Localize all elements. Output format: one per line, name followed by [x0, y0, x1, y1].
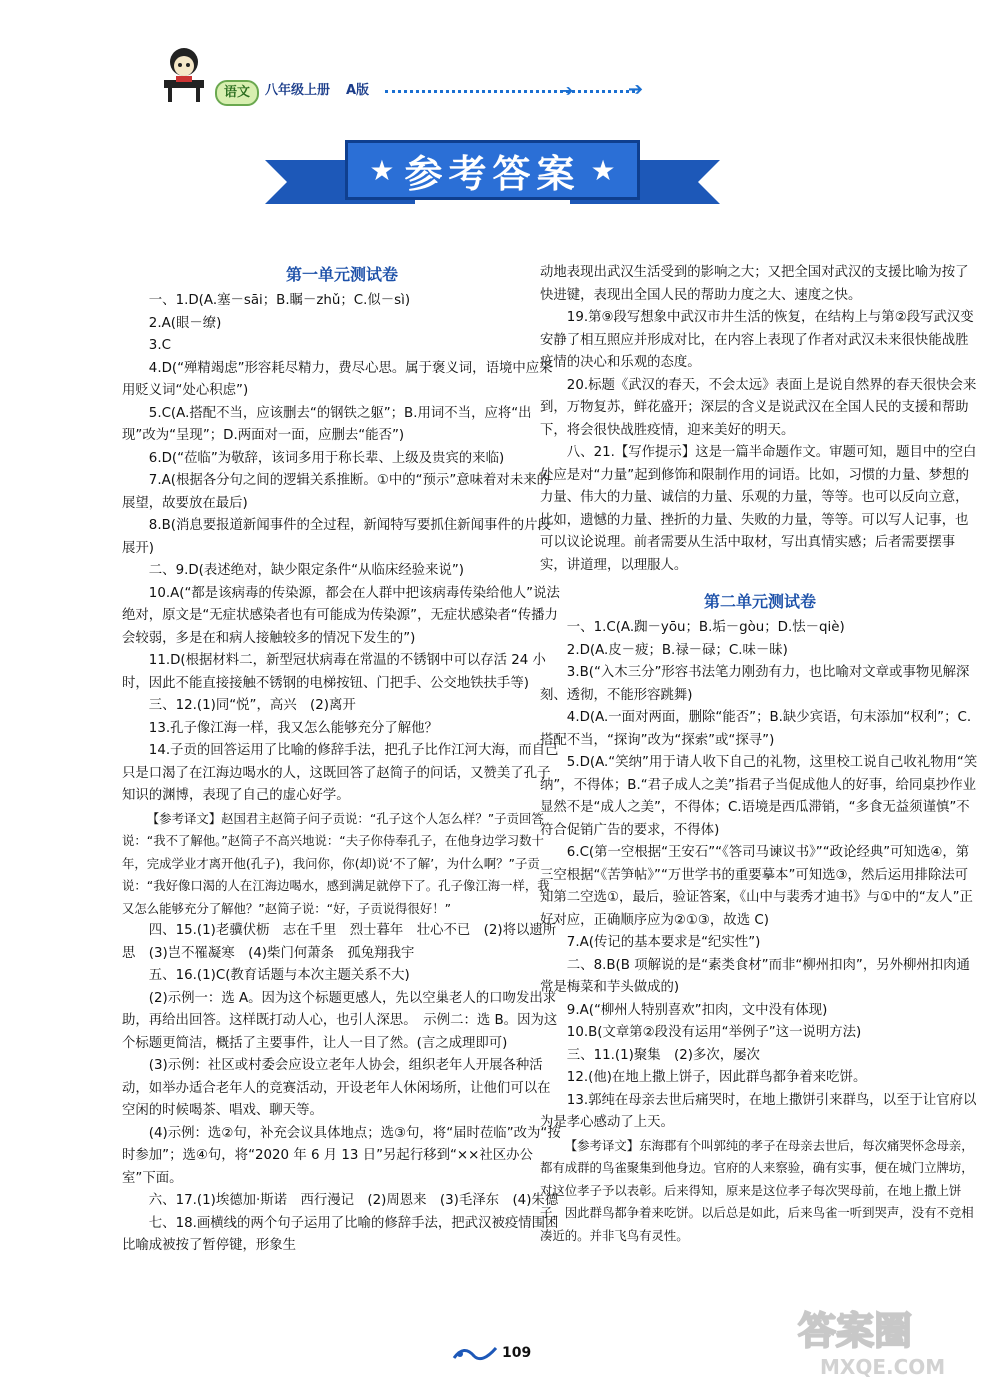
- answer-paragraph: 3.C: [148, 338, 171, 353]
- reference-translation: 【参考译文】赵国君主赵简子问子贡说：“孔子这个人怎么样？”子贡回答说：“我不了解他。”赵简子不高兴地说：“夫子你侍奉孔子，在他身边学习数十年，完成学业才离开他(孔子)，我问你，你(却)说‘不了解’，为什么啊？”子贡说：“我好像口渴的人在江海边喝水，感到满足就停下了。孔子像江海一样，我又怎么能够充分了解他？”赵简子说：“好，子贡说得很好！”: [122, 810, 550, 916]
- grade-label: 八年级上册: [265, 83, 331, 98]
- arrow-right-icon: ➔: [560, 81, 574, 100]
- answer-paragraph: 四、15.(1)老骥伏枥 志在千里 烈士暮年 壮心不已 (2)将以遗所思 (3)岂不罹凝寒 (4)柴门何萧条 孤兔翔我宇: [122, 923, 557, 961]
- star-icon: ★: [369, 153, 395, 187]
- answer-paragraph: 20.标题《武汉的春天，不会太远》表面上是说自然界的春天很快会来到，万物复苏，鲜花盛开；深层的含义是说武汉在全国人民的支援和帮助下，将会很快战胜疫情，迎来美好的明天。: [540, 377, 977, 438]
- answer-paragraph: 19.第⑨段写想象中武汉市井生活的恢复，在结构上与第②段写武汉变安静了相互照应并形成对比，在内容上表现了作者对武汉未来很快能战胜疫情的决心和乐观的态度。: [540, 310, 974, 370]
- answer-paragraph: 六、17.(1)埃德加·斯诺 西行漫记 (2)周恩来 (3)毛泽东 (4)朱德: [148, 1193, 559, 1208]
- answer-paragraph: 2.A(眼－缭): [148, 315, 222, 331]
- section-heading: 第一单元测试卷: [285, 265, 398, 284]
- banner-title: 参考答案: [404, 151, 581, 196]
- subject-badge: 语文: [215, 80, 259, 106]
- edition-label: A版: [346, 83, 370, 98]
- answer-paragraph: 八、21.【写作提示】这是一篇半命题作文。审题可知，题目中的空白处应是对“力量”起到修饰和限制作用的词语。比如，习惯的力量、梦想的力量、伟大的力量、诚信的力量、乐观的力量，等等。也可以反向立意，比如，遗憾的力量、挫折的力量、失败的力量，等等。可以写人记事，也可以议论说理。前者需要从生活中取材，写出真情实感；后者需要摆事实，讲道理，以理服人。: [540, 445, 977, 573]
- answer-paragraph: 二、9.D(表述绝对，缺少限定条件“从临床经验来说”): [148, 563, 465, 578]
- answer-paragraph: 12.(他)在地上撒上饼子，因此群鸟都争着来吃饼。: [566, 1070, 867, 1085]
- answer-paragraph: 11.D(根据材料二，新型冠状病毒在常温的不锈钢中可以存活 24 小时，因此不能直接接触不锈钢的电梯按钮、门把手、公交地铁扶手等): [122, 653, 546, 691]
- answer-paragraph: 三、11.(1)聚集 (2)多次，屡次: [566, 1047, 760, 1063]
- answer-paragraph: 动地表现出武汉生活受到的影响之大；又把全国对武汉的支援比喻为按了快进键，表现出全国人民的帮助力度之大、速度之快。: [540, 265, 969, 303]
- svg-text:MXQE.COM: MXQE.COM: [820, 1355, 946, 1379]
- answer-paragraph: (4)示例：选②句，补充会议具体地点；选③句，将“届时莅临”改为“按时参加”；选④句，将“2020 年 6 月 13 日”另起行移到“××社区办公室”下面。: [122, 1125, 561, 1186]
- answer-paragraph: 8.B(消息要报道新闻事件的全过程，新闻特写要抓住新闻事件的片段展开): [122, 518, 551, 556]
- banner-face: [345, 140, 640, 200]
- svg-text:答案圈: 答案圈: [798, 1309, 913, 1353]
- reference-translation: 【参考译文】东海郡有个叫郭纯的孝子在母亲去世后，每次痛哭怀念母亲，都有成群的鸟雀聚集到他身边。官府的人来察验，确有实事，便在城门立牌坊，对这位孝子予以表彰。后来得知，原来是这位孝子每次哭母前，在地上撒上饼子，因此群鸟都争着来吃饼。以后总是如此，后来鸟雀一听到哭声，没有不竞相凑近的。并非飞鸟有灵性。: [540, 1137, 974, 1243]
- answer-paragraph: 五、16.(1)C(教育话题与本次主题关系不大): [148, 968, 410, 983]
- section-heading: 第二单元测试卷: [703, 592, 816, 611]
- answer-paragraph: (2)示例一：选 A。因为这个标题更感人，先以空巢老人的口吻发出求助，再给出回答。这样既打动人心，也引人深思。 示例二：选 B。因为这个标题更简洁，概括了主要事件，让人一目了然。(言之成理即可): [122, 990, 558, 1051]
- answer-paragraph: 一、1.D(A.塞－sāi；B.瞩－zhǔ；C.似－sì): [148, 293, 411, 308]
- answer-paragraph: 七、18.画横线的两个句子运用了比喻的修辞手法，把武汉被疫情围困比喻成被按了暂停键，形象生: [122, 1215, 559, 1253]
- answer-paragraph: 6.C(第一空根据“王安石”“《答司马谏议书》”“政论经典”可知选④，第三空根据“《苦笋帖》”“万世学书的重要摹本”可知选③，然后运用排除法可知第二空选①，最后，验证答案，《山中与裴秀才迪书》与①中的“友人”正好对应，正确顺序应为②①③，故选 C): [540, 845, 973, 928]
- answer-paragraph: 10.B(文章第②段没有运用“举例子”这一说明方法): [566, 1025, 862, 1040]
- answer-paragraph: 三、12.(1)同“悦”，高兴 (2)离开: [148, 698, 356, 713]
- header-dotted-rule: [385, 90, 635, 93]
- answer-paragraph: 2.D(A.皮－疲；B.禄－碌；C.味－昧): [566, 642, 788, 658]
- answer-paragraph: 4.D(A.一面对两面，删除“能否”；B.缺少宾语，句末添加“权利”；C.搭配不当，“探询”改为“探索”或“探寻”): [540, 710, 972, 748]
- page-number: 109: [502, 1345, 532, 1361]
- arrow-right-icon: ➔: [628, 79, 644, 100]
- answer-paragraph: 9.A(“柳州人特别喜欢”扣肉，文中没有体现): [566, 1002, 828, 1018]
- answer-paragraph: 14.子贡的回答运用了比喻的修辞手法，把孔子比作江河大海，而自己只是口渴了在江海边喝水的人，这既回答了赵简子的问话，又赞美了孔子知识的渊博，表现了自己的虚心好学。: [122, 743, 559, 803]
- star-icon: ★: [590, 153, 616, 187]
- answer-paragraph: 7.A(根据各分句之间的逻辑关系推断。①中的“预示”意味着对未来的展望，故要放在最后): [122, 473, 550, 511]
- answer-paragraph: 13.郭纯在母亲去世后痛哭时，在地上撒饼引来群鸟，以至于让官府以为是孝心感动了上天。: [540, 1092, 977, 1130]
- answer-paragraph: 6.D(“莅临”为敬辞，该词多用于称长辈、上级及贵宾的来临): [148, 450, 505, 466]
- answer-paragraph: 一、1.C(A.踟－yōu；B.垢－gòu；D.怯－qiè): [566, 620, 845, 635]
- answer-paragraph: 10.A(“都是该病毒的传染源，都会在人群中把该病毒传染给他人”说法绝对，原文是“无症状感染者也有可能成为传染源”，无症状感染者“传播力会较弱，多是在和病人接触较多的情况下发生的”): [122, 585, 560, 646]
- answer-paragraph: 13.孔子像江海一样，我又怎么能够充分了解他？: [148, 720, 438, 736]
- mascot-icon: [158, 44, 214, 104]
- answer-paragraph: 5.D(A.“笑纳”用于请人收下自己的礼物，这里校工说自己收礼物用“笑纳”，不得体；B.“君子成人之美”指君子当促成他人的好事，给同桌抄作业显然不是“成人之美”，不得体；C.语境是西瓜滞销，“多食无益须谨慎”不符合促销广告的要求，不得体): [540, 755, 978, 838]
- answer-paragraph: 4.D(“殚精竭虑”形容耗尽精力，费尽心思。属于褒义词，语境中应采用贬义词“处心积虑”): [122, 360, 553, 398]
- left-column: [122, 260, 562, 1258]
- footer-swirl-icon: [452, 1342, 498, 1364]
- answer-paragraph: 7.A(传记的基本要求是“纪实性”): [566, 935, 761, 950]
- right-column: [540, 262, 980, 1247]
- answer-banner: [265, 126, 720, 220]
- answer-paragraph: 二、8.B(B 项解说的是“素类食材”而非“柳州扣肉”，另外柳州扣肉通常是梅菜和芋头做成的): [540, 957, 970, 995]
- answer-paragraph: (3)示例：社区或村委会应设立老年人协会，组织老年人开展各种活动，如举办适合老年人的竞赛活动，开设老年人休闲场所，让他们可以在空闲的时候喝茶、唱戏、聊天等。: [122, 1058, 551, 1118]
- answer-paragraph: 3.B(“入木三分”形容书法笔力刚劲有力，也比喻对文章或事物见解深刻、透彻，不能形容跳舞): [540, 665, 970, 703]
- answer-paragraph: 5.C(A.搭配不当，应该删去“的钢铁之躯”；B.用词不当，应将“出现”改为“呈现”；D.两面对一面，应删去“能否”): [122, 405, 532, 443]
- watermark-logo: [792, 1300, 982, 1380]
